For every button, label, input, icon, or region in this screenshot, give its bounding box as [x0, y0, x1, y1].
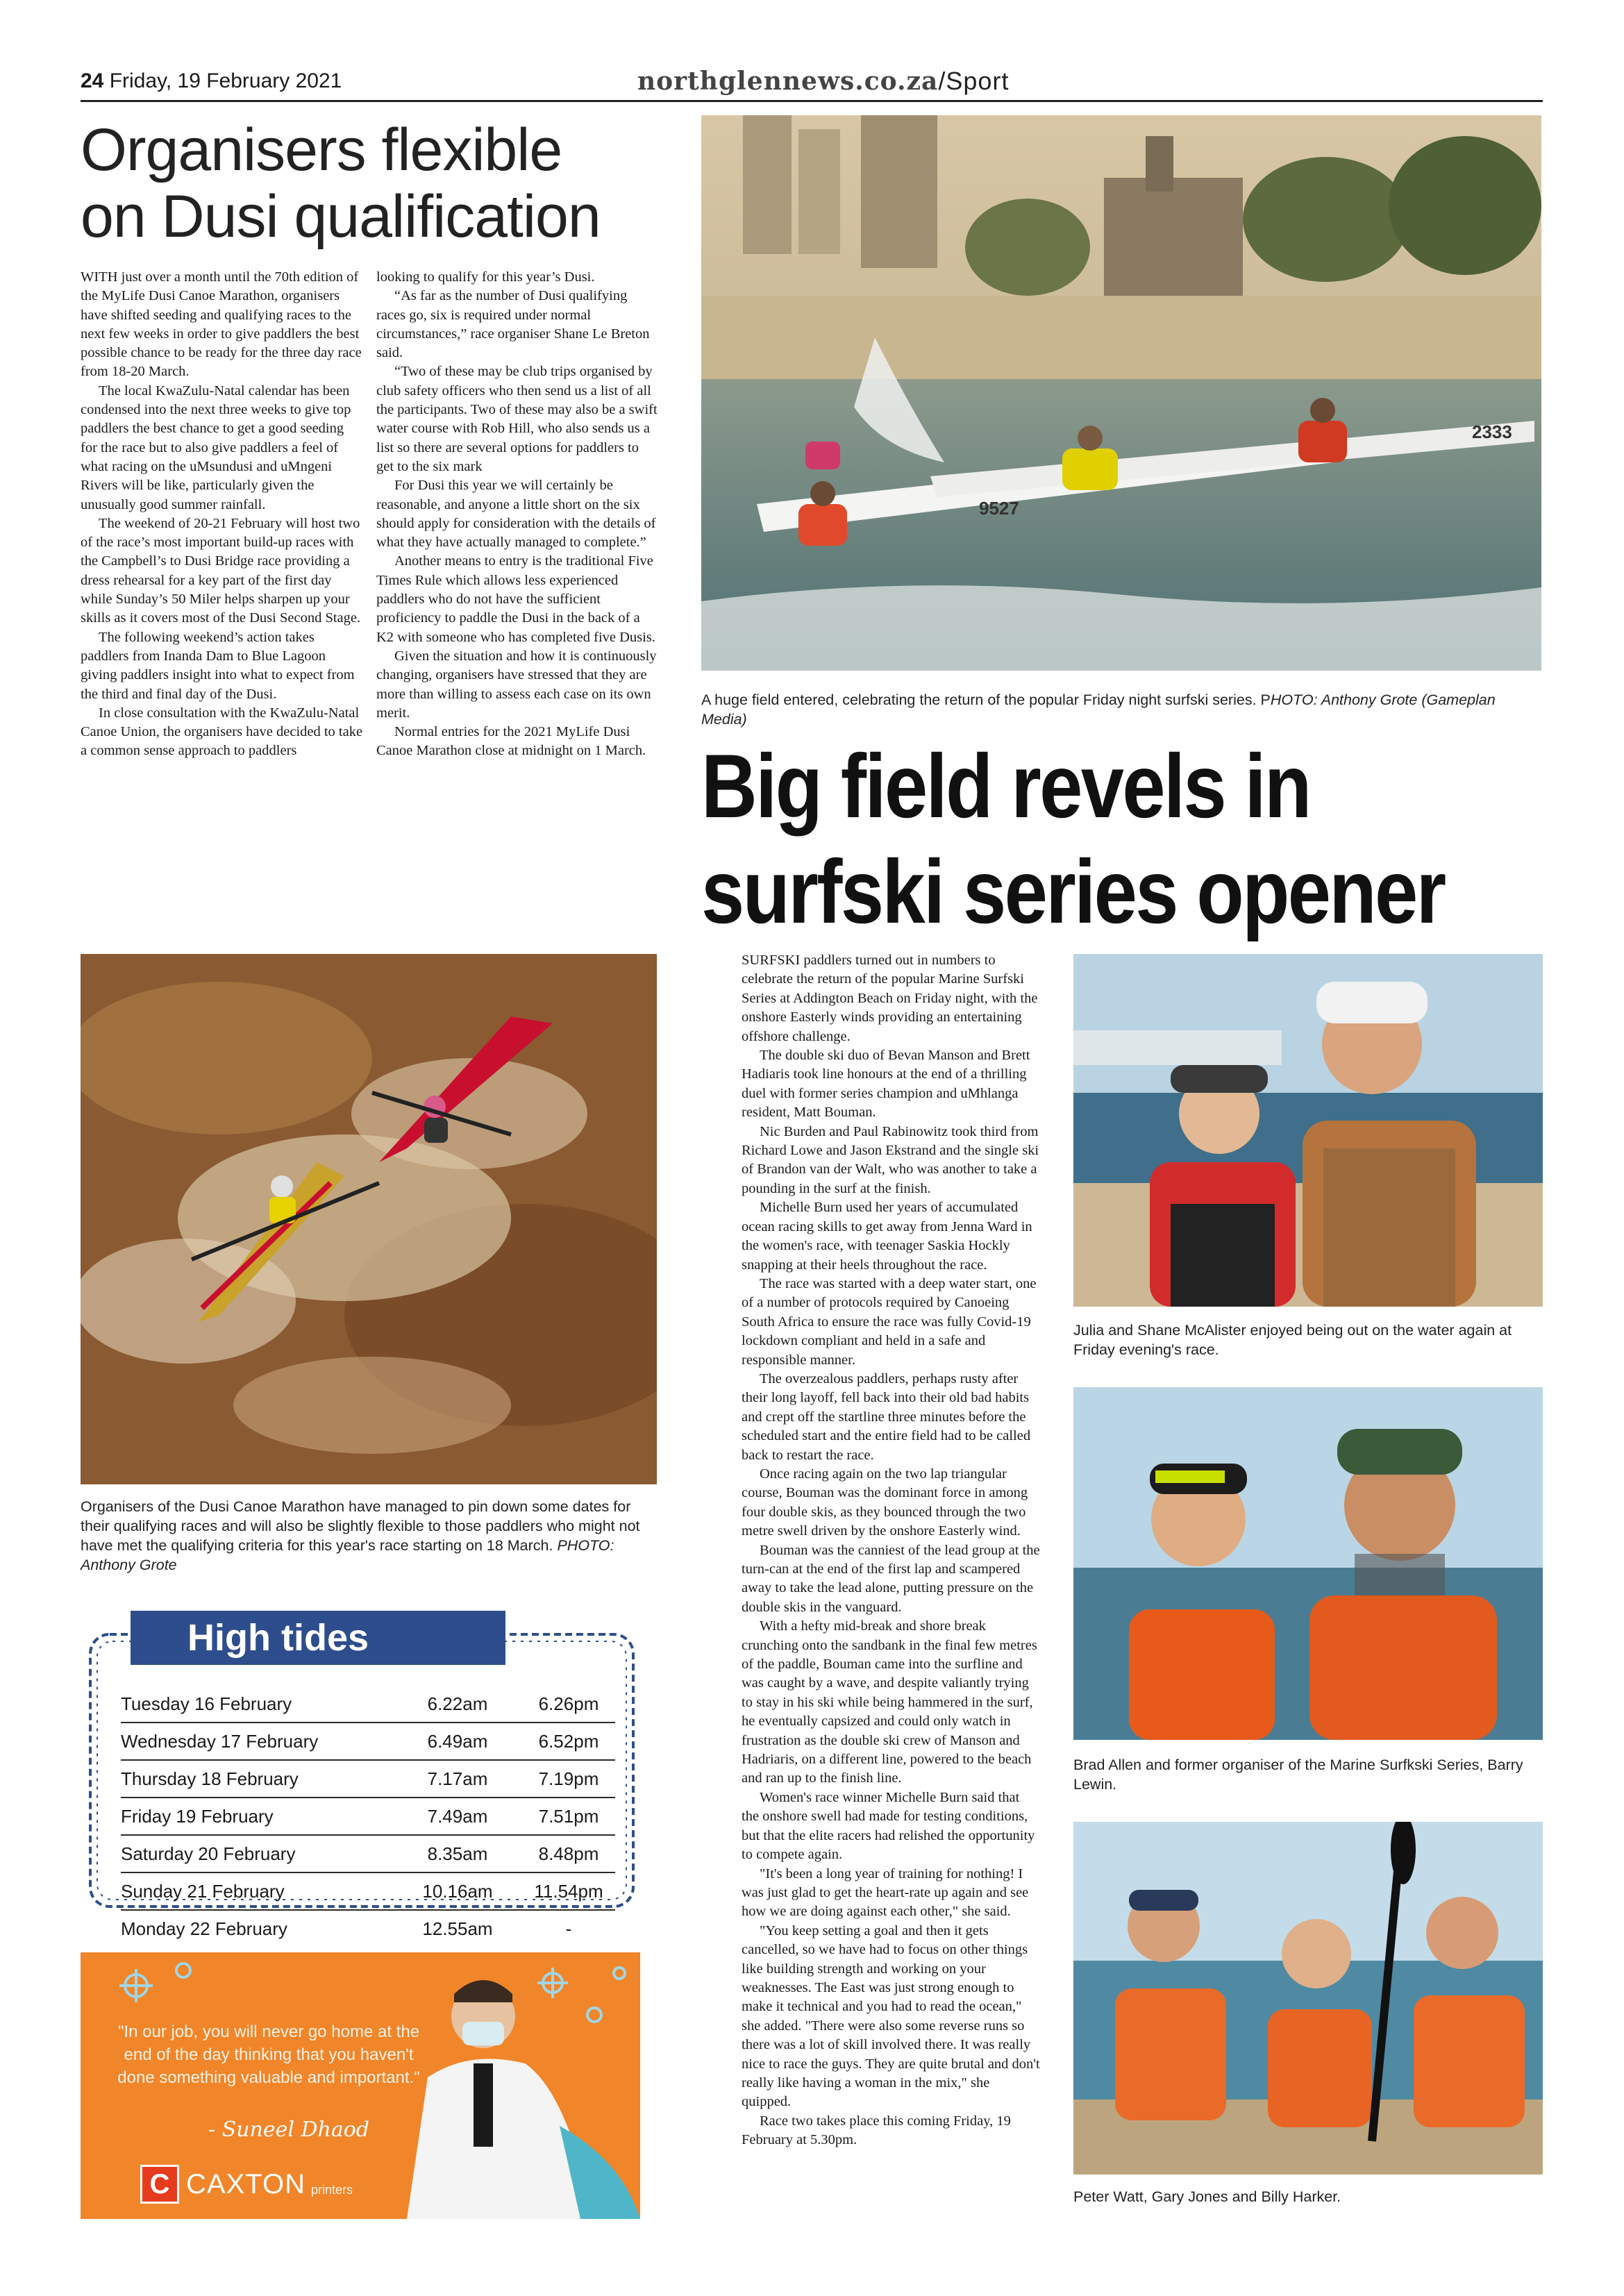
paragraph: The overzealous paddlers, perhaps rusty after their long layoff, fell back into their old bad habits and crept off the startline three minutes before the scheduled start and the entire field had to be called back to restart the race. [742, 1371, 1031, 1463]
advert-signature: - Suneel Dhaod [208, 2118, 370, 2142]
boat-number-9527: 9527 [979, 498, 1019, 519]
paragraph: Another means to entry is the traditional Five Times Rule which allows less experienced paddlers who do not have the sufficient proficiency to paddle the Dusi in the back of a K2 with someone who has completed five Dusis. [376, 553, 655, 645]
tides-table [121, 1686, 615, 1947]
surfski-photo-caption [701, 690, 1541, 729]
paragraph: The race was started with a deep water start, one of a number of protocols required by Canoeing South Africa to ensure the race was fully Covid-19 lockdown compliant and held in a safe and responsible manner. [742, 1275, 1037, 1368]
surfski-body [742, 951, 1040, 2150]
dusi-headline [81, 117, 692, 250]
paragraph: For Dusi this year we will certainly be reasonable, and anyone a little short on the six should apply for consideration with the details of what they have actually managed to complete.” [376, 478, 656, 551]
page-number: 24 [81, 69, 104, 92]
mcalister-caption: Julia and Shane McAlister enjoyed being out on the water again at Friday evening's race. [1073, 1322, 1512, 1358]
tide-day: Friday 19 February [121, 1805, 274, 1827]
caxton-advert [81, 1952, 640, 2219]
site-name: northglennews.co.za [637, 67, 939, 96]
page-folio [81, 69, 342, 93]
paragraph: “Two of these may be club trips organised by club safety officers who then send us a list of all the participants. Two of these may also be a swift water course with Rob Hill, who also sends us a list so there are several options for paddlers to get to the six mark [376, 364, 658, 474]
paragraph: Women's race winner Michelle Burn said that the onshore swell had made for testing conditions, but that the elite racers had relished the opportunity to compete again. [742, 1789, 1035, 1863]
header-rule [81, 100, 1543, 102]
tide-pm: 6.26pm [538, 1693, 599, 1714]
tides-row [121, 1761, 615, 1798]
paragraph: “As far as the number of Dusi qualifying races go, six is required under normal circumstances,” race organiser Shane Le Breton said. [376, 288, 650, 361]
paragraph: Nic Burden and Paul Rabinowitz took third from Richard Lowe and Jason Ekstrand and the single ski of Brandon van der Walt, who was another to take a pounding in the surf at the finish. [742, 1123, 1039, 1196]
paragraph: SURFSKI paddlers turned out in numbers to celebrate the return of the popular Marine Surfski Series at Addington Beach on Friday night, with the onshore Easterly winds providing an entertaining offshore challenge. [742, 953, 1038, 1044]
paragraph: WITH just over a month until the 70th edition of the MyLife Dusi Canoe Marathon, organisers have shifted seeding and qualifying races to the next few weeks in order to give paddlers the best possible chance to be ready for the three day race from 18-20 March. [81, 269, 362, 380]
tides-title: High tides [131, 1611, 505, 1665]
caxton-brand-sub: printers [310, 2182, 353, 2197]
tide-pm: 11.54pm [534, 1880, 603, 1902]
caption-text: Organisers of the Dusi Canoe Marathon have managed to pin down some dates for their qualifying races and will also be slightly flexible to those paddlers who might not have met the qualifying criteria for this year's race starting on 18 March. [81, 1498, 640, 1554]
tide-day: Wednesday 17 February [121, 1730, 319, 1752]
tides-row [121, 1798, 615, 1836]
caxton-logo-icon: C [140, 2165, 179, 2204]
tides-row [121, 1911, 615, 1947]
paragraph: "It's been a long year of training for nothing! I was just glad to get the heart-rate up again and see how we are doing against each other," she said. [742, 1866, 1029, 1920]
photo-credit: PHOTO: Anthony Grote [81, 1537, 614, 1573]
tide-am: 10.16am [422, 1880, 493, 1902]
paragraph: Michelle Burn used her years of accumulated ocean racing skills to get away from Jenna Ward in the women's race, with teenager Saskia Hockly snapping at their heels throughout the race. [742, 1200, 1032, 1273]
paragraph: The following weekend’s action takes paddlers from Inanda Dam to Blue Lagoon giving paddlers insight into what to expect from the third and final day of the Dusi. [81, 629, 355, 702]
tide-pm: 8.48pm [538, 1843, 599, 1864]
high-tides-box [81, 1611, 643, 1939]
dusi-headline-line-1: Organisers flexible [81, 117, 562, 183]
masthead [637, 67, 1009, 96]
tide-day: Sunday 21 February [121, 1880, 285, 1902]
tide-am: 8.35am [427, 1843, 488, 1864]
surfski-headline [701, 733, 1445, 944]
tide-day: Monday 22 February [121, 1918, 287, 1939]
dusi-column-1 [81, 268, 364, 761]
photo-credit: HOTO: Anthony Grote (Gameplan Media) [701, 692, 1496, 728]
paragraph: The double ski duo of Bevan Manson and Brett Hadiaris took line honours at the end of a thrilling duel with former series champion and uMhlanga resident, Matt Bouman. [742, 1048, 1030, 1121]
tide-pm: 6.52pm [538, 1730, 599, 1752]
mcalister-photo [1073, 954, 1543, 1307]
dusi-column-2 [376, 268, 660, 761]
section-name: /Sport [938, 67, 1010, 95]
tides-row [121, 1723, 615, 1761]
tide-am: 7.17am [427, 1768, 488, 1789]
caxton-logo [140, 2165, 353, 2204]
tide-pm: - [565, 1918, 572, 1939]
caxton-brand: CAXTON [186, 2168, 305, 2199]
tide-pm: 7.19pm [538, 1768, 599, 1789]
paragraph: In close consultation with the KwaZulu-Natal Canoe Union, the organisers have decided to take a common sense approach to paddlers [81, 705, 363, 759]
tide-am: 6.49am [427, 1730, 488, 1752]
tide-day: Saturday 20 February [121, 1843, 296, 1864]
paragraph: Bouman was the canniest of the lead group at the turn-can at the end of the first lap and scampered away to take the lead alone, putting pressure on the double skis in the vanguard. [742, 1542, 1040, 1615]
dusi-rapids-photo [81, 954, 657, 1484]
paragraph: Race two takes place this coming Friday, 19 February at 5.30pm. [742, 2113, 1011, 2148]
paragraph: Once racing again on the two lap triangular course, Bouman was the dominant force in among four double skis, as they bounced through the two metre swell driven by the onshore Easterly wind. [742, 1466, 1028, 1539]
paragraph: Normal entries for the 2021 MyLife Dusi Canoe Marathon close at midnight on 1 March. [376, 724, 646, 759]
tides-row [121, 1836, 615, 1873]
issue-date: Friday, 19 February 2021 [109, 69, 342, 92]
advert-quote: "In our job, you will never go home at the end of the day thinking that you haven't done something valuable and important." [117, 2022, 420, 2087]
tide-am: 7.49am [427, 1805, 488, 1827]
tides-row [121, 1873, 615, 1911]
paragraph: looking to qualify for this year’s Dusi. [376, 269, 595, 285]
tide-am: 6.22am [427, 1693, 488, 1714]
tide-pm: 7.51pm [538, 1805, 599, 1827]
paragraph: "You keep setting a goal and then it gets cancelled, so we have had to focus on other things like building strength and working on your weaknesses. The East was just strong enough to make it technical and you had to read the ocean," she added. "There were also some reverse runs so there was a lot of skill involved there. It was really nice to race the guys. They are quite brutal and don't really like having a woman in the mix," she quipped. [742, 1922, 1040, 2110]
tide-day: Thursday 18 February [121, 1768, 299, 1789]
caption-text: A huge field entered, celebrating the return of the popular Friday night surfski series. P [701, 692, 1271, 708]
tides-row [121, 1686, 615, 1723]
tide-am: 12.55am [422, 1918, 493, 1939]
surfski-race-photo [701, 115, 1541, 671]
boat-number-2333: 2333 [1472, 421, 1512, 442]
surfski-headline-line-2: surfski series opener [701, 841, 1445, 942]
paragraph: Given the situation and how it is continuously changing, organisers have stressed that they are more than willing to assess each case on its own merit. [376, 648, 657, 721]
tide-day: Tuesday 16 February [121, 1693, 292, 1714]
allen-lewin-caption: Brad Allen and former organiser of the Marine Surfkski Series, Barry Lewin. [1073, 1757, 1523, 1793]
surfski-headline-line-1: Big field revels in [701, 735, 1310, 837]
paragraph: The weekend of 20-21 February will host two of the race’s most important build-up races with the Campbell’s to Dusi Bridge race providing a dress rehearsal for a key part of the first day while Sunday’s 50 Miler helps sharpen up your skills as it covers most of the Dusi Second Stage. [81, 515, 361, 626]
watt-jones-harker-caption: Peter Watt, Gary Jones and Billy Harker. [1073, 2188, 1341, 2205]
paragraph: The local KwaZulu-Natal calendar has been condensed into the next three weeks to give top paddlers the best chance to get a good seeding for the race but to also give paddlers a feel of what racing on the uMsundusi and uMngeni Rivers will be like, particularly given the unusually good summer rainfall. [81, 383, 351, 512]
watt-jones-harker-photo [1073, 1822, 1543, 2175]
allen-lewin-photo [1073, 1387, 1543, 1740]
dusi-headline-line-2: on Dusi qualification [81, 183, 601, 250]
dusi-photo-caption [81, 1497, 657, 1575]
paragraph: With a hefty mid-break and shore break crunching onto the sandbank in the final few metres of the paddle, Bouman came into the surfline and was caught by a wave, and despite valiantly trying to stay in his ski while being hammered in the surf, he eventually capsized and could only watch in frustration as the double ski crew of Manson and Hadriaris, on a different line, powered to the beach and ran up to the finish line. [742, 1618, 1037, 1786]
